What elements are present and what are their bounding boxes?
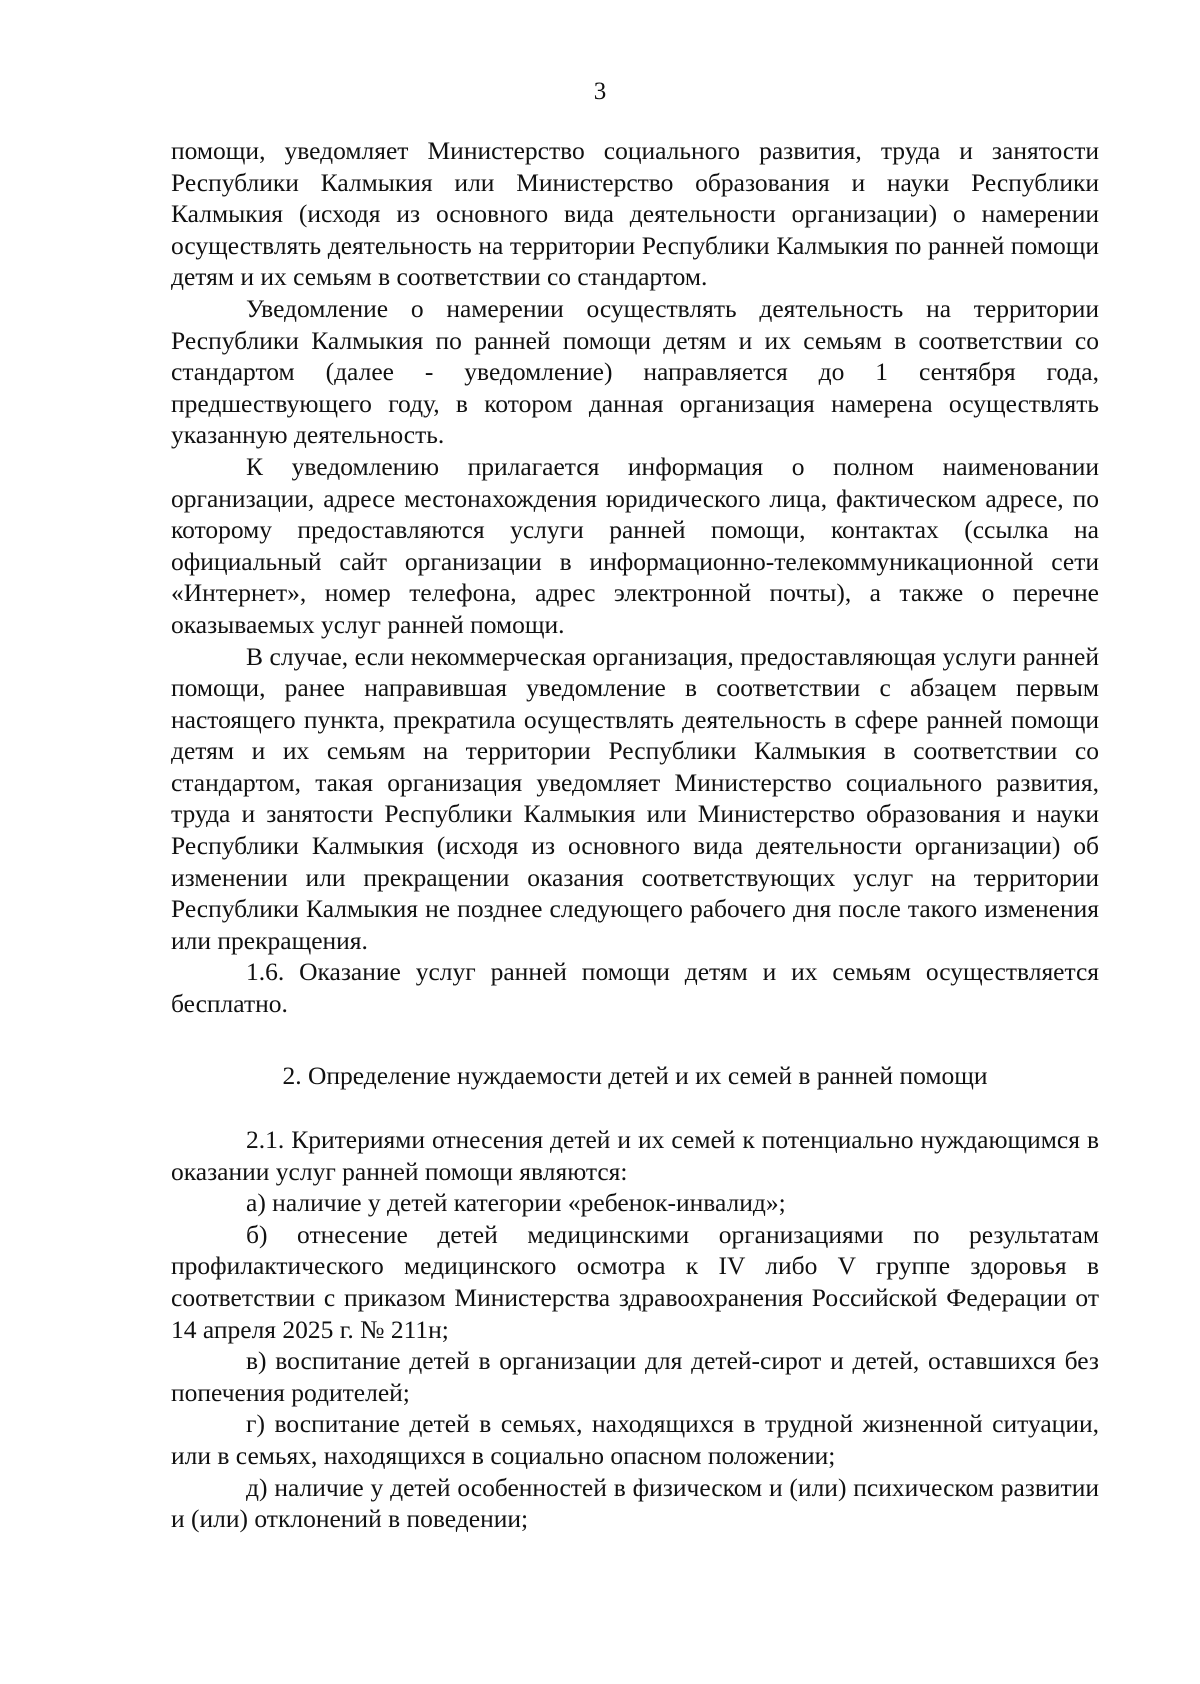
list-item: б) отнесение детей медицинскими организациями по результатам профилактического медицинского осмотра к IV либо V группе здоровья в соответствии с приказом Министерства здравоохранения Российской Федерации от 14 апреля 2025 г. № 211н; [171,1219,1099,1344]
list-item: г) воспитание детей в семьях, находящихся в трудной жизненной ситуации, или в семьях, находящихся в социально опасном положении; [171,1409,1099,1470]
paragraph: Уведомление о намерении осуществлять деятельность на территории Республики Калмыкия по ранней помощи детям и их семьям в соответствии со стандартом (далее - уведомление) направляется до 1 сентября года, предшествующего году, в котором данная организация намерена осуществлять указанную деятельность. [171,293,1099,450]
body-text-bottom [171,1124,1099,1535]
paragraph: помощи, уведомляет Министерство социального развития, труда и занятости Республики Калмыкия или Министерство образования и науки Республики Калмыкия (исходя из основного вида деятельности организации) о намерении осуществлять деятельность на территории Республики Калмыкия по ранней помощи детям и их семьям в соответствии со стандартом. [171,136,1099,292]
list-item: д) наличие у детей особенностей в физическом и (или) психическом развитии и (или) отклонений в поведении; [171,1472,1099,1534]
list-item: а) наличие у детей категории «ребенок-инвалид»; [246,1188,786,1218]
list-item: в) воспитание детей в организации для детей-сирот и детей, оставшихся без попечения родителей; [171,1346,1099,1407]
paragraph: 2.1. Критериями отнесения детей и их семей к потенциально нуждающимся в оказании услуг ранней помощи являются: [171,1125,1099,1186]
body-text-top [171,135,1099,1020]
section-heading: 2. Определение нуждаемости детей и их семей в ранней помощи [282,1061,988,1090]
paragraph: 1.6. Оказание услуг ранней помощи детям и их семьям осуществляется бесплатно. [171,957,1099,1019]
paragraph: К уведомлению прилагается информация о полном наименовании организации, адресе местонахождения юридического лица, фактическом адресе, по которому предоставляются услуги ранней помощи, контактах (ссылка на официальный сайт организации в информационно-телекоммуникационной сети «Интернет», номер телефона, адрес электронной почты), а также о перечне оказываемых услуг ранней помощи. [171,451,1099,639]
paragraph: В случае, если некоммерческая организация, предоставляющая услуги ранней помощи, ранее направившая уведомление в соответствии с абзацем первым настоящего пункта, прекратила осуществлять деятельность в сфере ранней помощи детям и их семьям на территории Республики Калмыкия в соответствии со стандартом, такая организация уведомляет Министерство социального развития, труда и занятости Республики Калмыкия или Министерство образования и науки Республики Калмыкия (исходя из основного вида деятельности организации) об изменении или прекращении оказания соответствующих услуг на территории Республики Калмыкия не позднее следующего рабочего дня после такого изменения или прекращения. [171,641,1099,955]
page-number: 3 [593,78,607,105]
